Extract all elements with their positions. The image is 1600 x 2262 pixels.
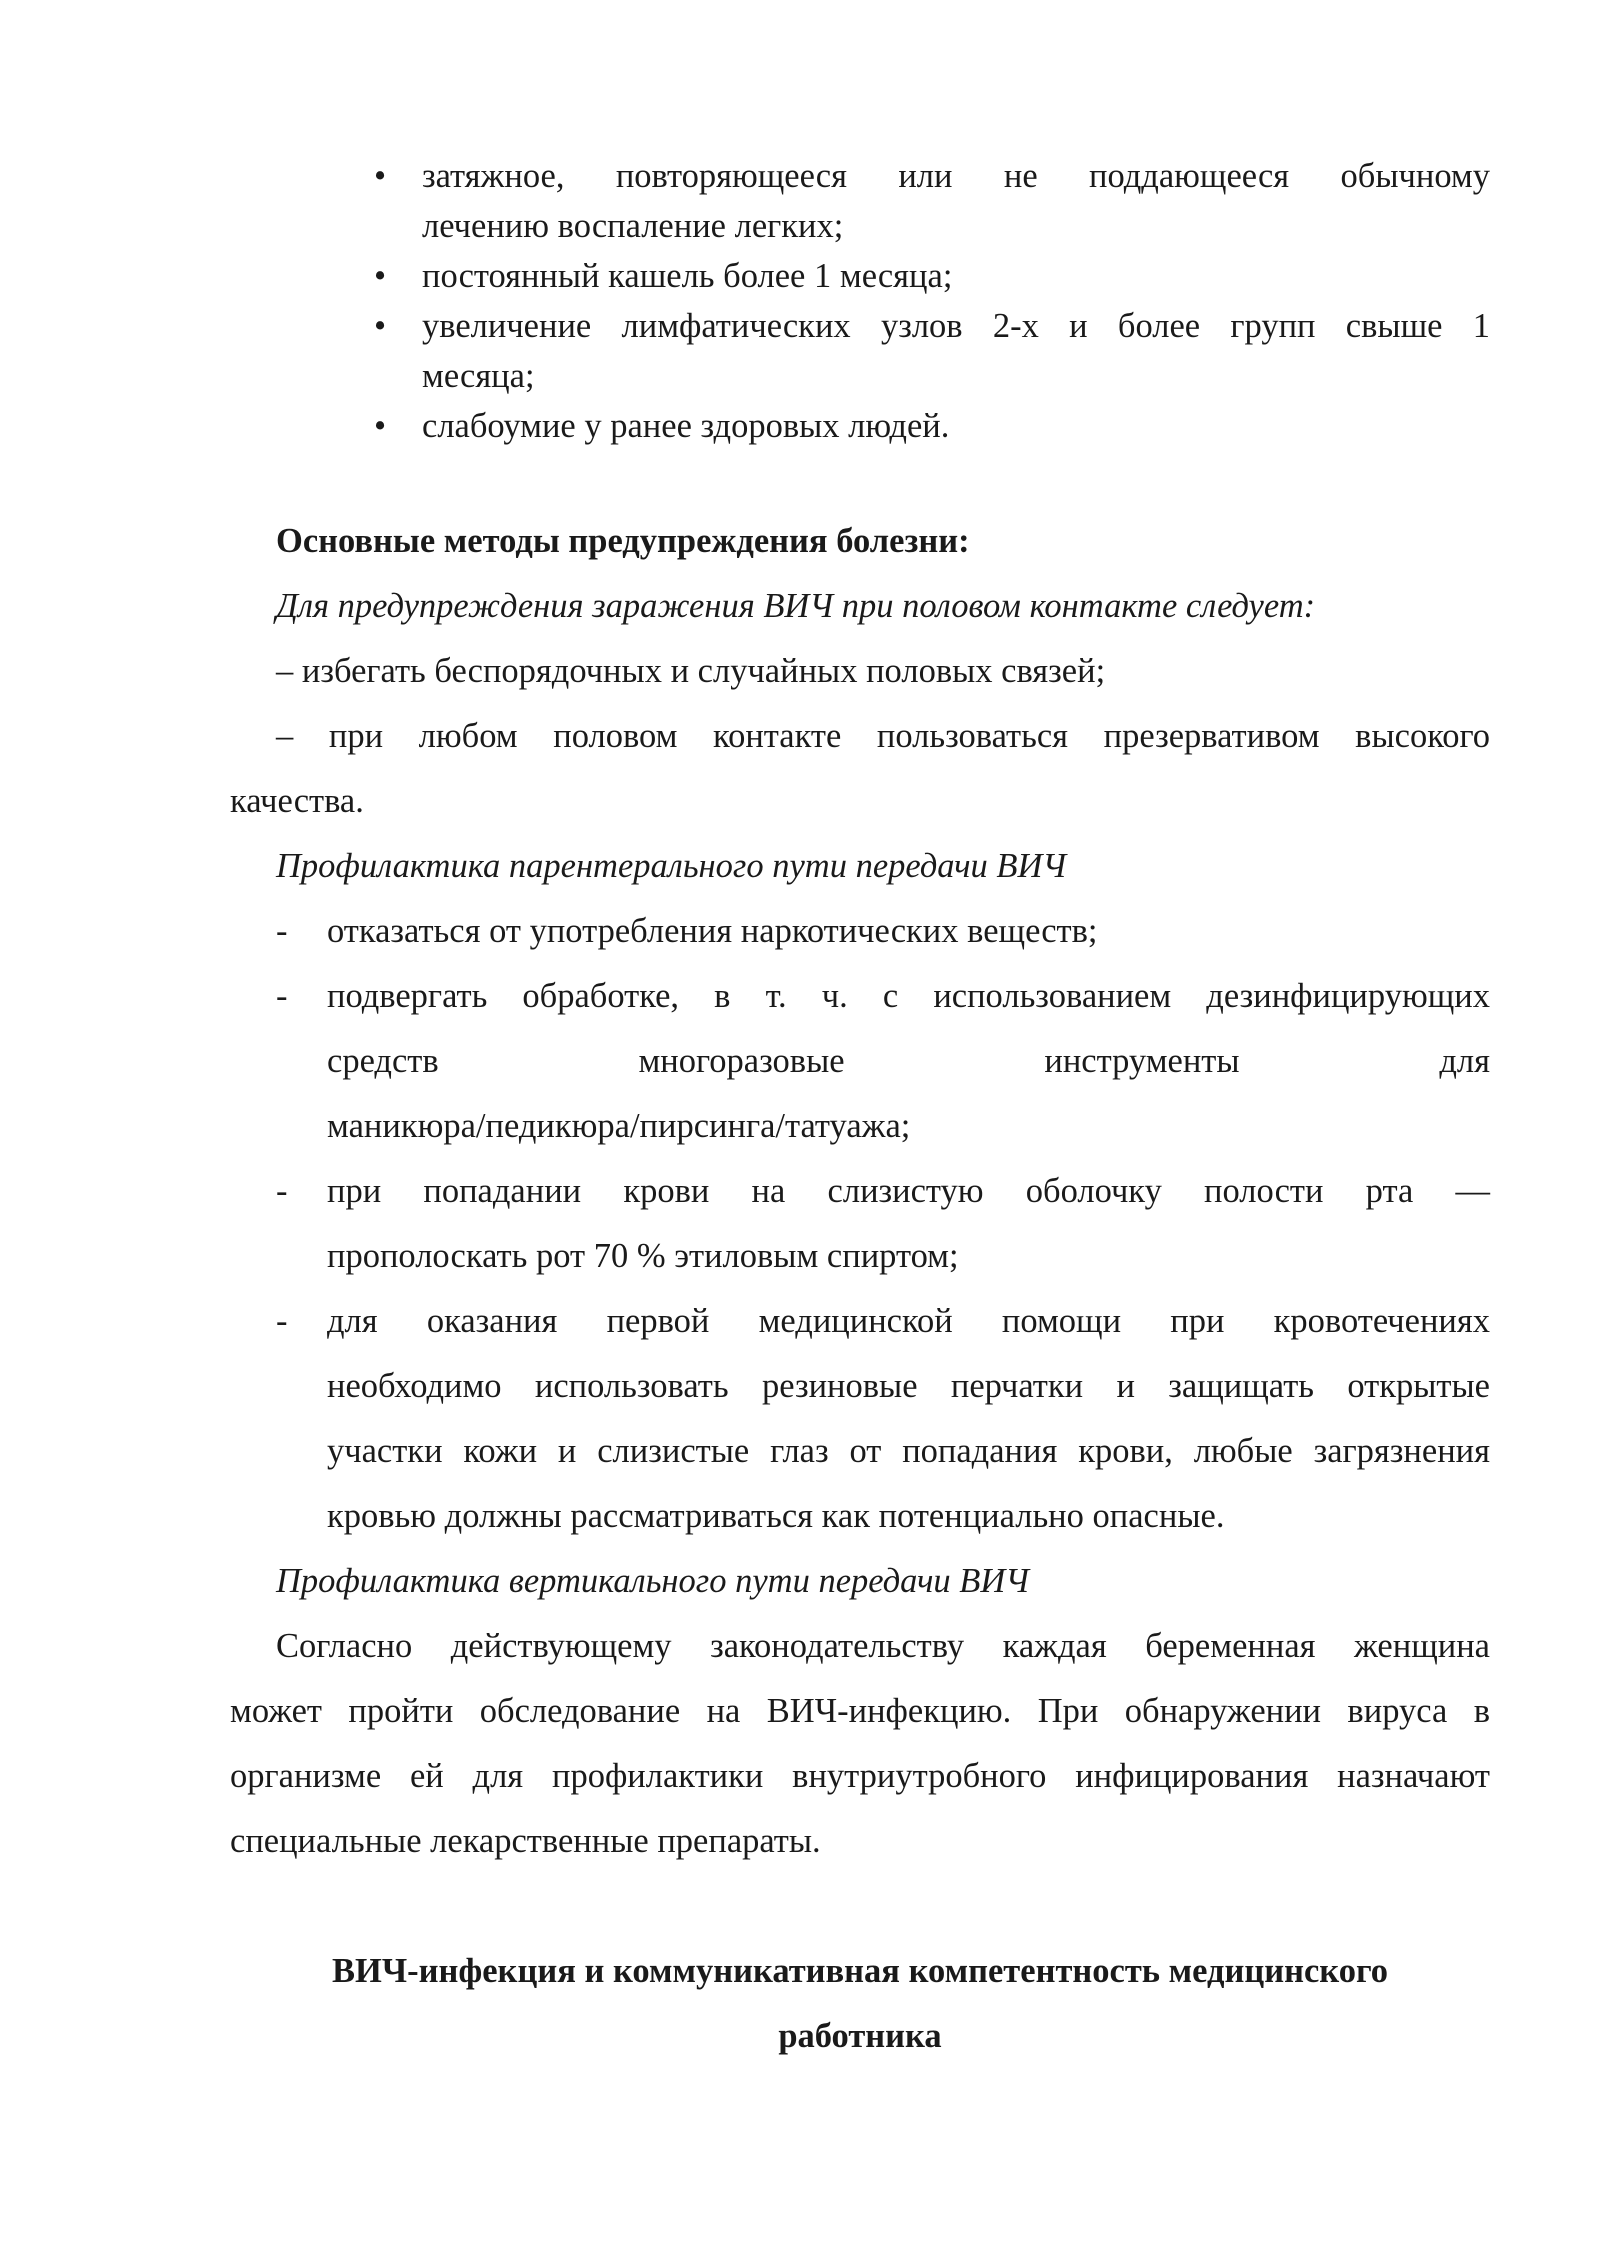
- bullet-item-2: постоянный кашель более 1 месяца;: [422, 257, 953, 295]
- methods-heading: Основные методы предупреждения болезни:: [276, 522, 970, 560]
- bullet-item-1-line-2: лечению воспаление легких;: [422, 207, 844, 245]
- sexual-item-2-line-2: качества.: [230, 782, 364, 820]
- section-heading-line-1: ВИЧ-инфекция и коммуникативная компетентность медицинского: [331, 1952, 1389, 1990]
- vertical-title: Профилактика вертикального пути передачи ВИЧ: [276, 1562, 1030, 1600]
- bullet-item-3-line-1: увеличение лимфатических узлов 2-х и более групп свыше 1: [422, 307, 1490, 345]
- vertical-paragraph-line-2: может пройти обследование на ВИЧ-инфекцию. При обнаружении вируса в: [230, 1692, 1490, 1730]
- parenteral-item-4-line-1: для оказания первой медицинской помощи при кровотечениях: [327, 1302, 1490, 1340]
- parenteral-item-3-line-1: при попадании крови на слизистую оболочку полости рта —: [327, 1172, 1490, 1210]
- bullet-item-4: слабоумие у ранее здоровых людей.: [422, 407, 950, 445]
- dash-marker: -: [276, 1172, 288, 1210]
- sexual-intro: Для предупреждения заражения ВИЧ при половом контакте следует:: [276, 587, 1316, 625]
- bullet-item-1-line-1: затяжное, повторяющееся или не поддающееся обычному: [422, 157, 1490, 195]
- parenteral-item-4-line-3: участки кожи и слизистые глаз от попадания крови, любые загрязнения: [327, 1432, 1490, 1470]
- parenteral-item-4-line-4: кровью должны рассматриваться как потенциально опасные.: [327, 1497, 1225, 1535]
- parenteral-item-2-line-2: средств многоразовые инструменты для: [327, 1042, 1490, 1080]
- dash-marker: -: [276, 1302, 288, 1340]
- bullet-marker: •: [374, 257, 387, 295]
- parenteral-item-4-line-2: необходимо использовать резиновые перчатки и защищать открытые: [327, 1367, 1490, 1405]
- sexual-item-1: – избегать беспорядочных и случайных половых связей;: [276, 652, 1106, 690]
- vertical-paragraph-line-4: специальные лекарственные препараты.: [230, 1822, 821, 1860]
- dash-marker: -: [276, 912, 288, 950]
- parenteral-item-3-line-2: прополоскать рот 70 % этиловым спиртом;: [327, 1237, 959, 1275]
- bullet-marker: •: [374, 157, 387, 195]
- sexual-item-2-line-1: – при любом половом контакте пользоваться презервативом высокого: [276, 717, 1490, 755]
- bullet-marker: •: [374, 307, 387, 345]
- parenteral-item-2-line-1: подвергать обработке, в т. ч. с использованием дезинфицирующих: [327, 977, 1490, 1015]
- vertical-paragraph-line-1: Согласно действующему законодательству каждая беременная женщина: [276, 1627, 1490, 1665]
- parenteral-item-2-line-3: маникюра/педикюра/пирсинга/татуажа;: [327, 1107, 911, 1145]
- vertical-paragraph-line-3: организме ей для профилактики внутриутробного инфицирования назначают: [230, 1757, 1490, 1795]
- dash-marker: -: [276, 977, 288, 1015]
- section-heading-line-2: работника: [778, 2017, 942, 2055]
- parenteral-title: Профилактика парентерального пути передачи ВИЧ: [276, 847, 1067, 885]
- bullet-marker: •: [374, 407, 387, 445]
- parenteral-item-1: отказаться от употребления наркотических веществ;: [327, 912, 1098, 950]
- bullet-item-3-line-2: месяца;: [422, 357, 535, 395]
